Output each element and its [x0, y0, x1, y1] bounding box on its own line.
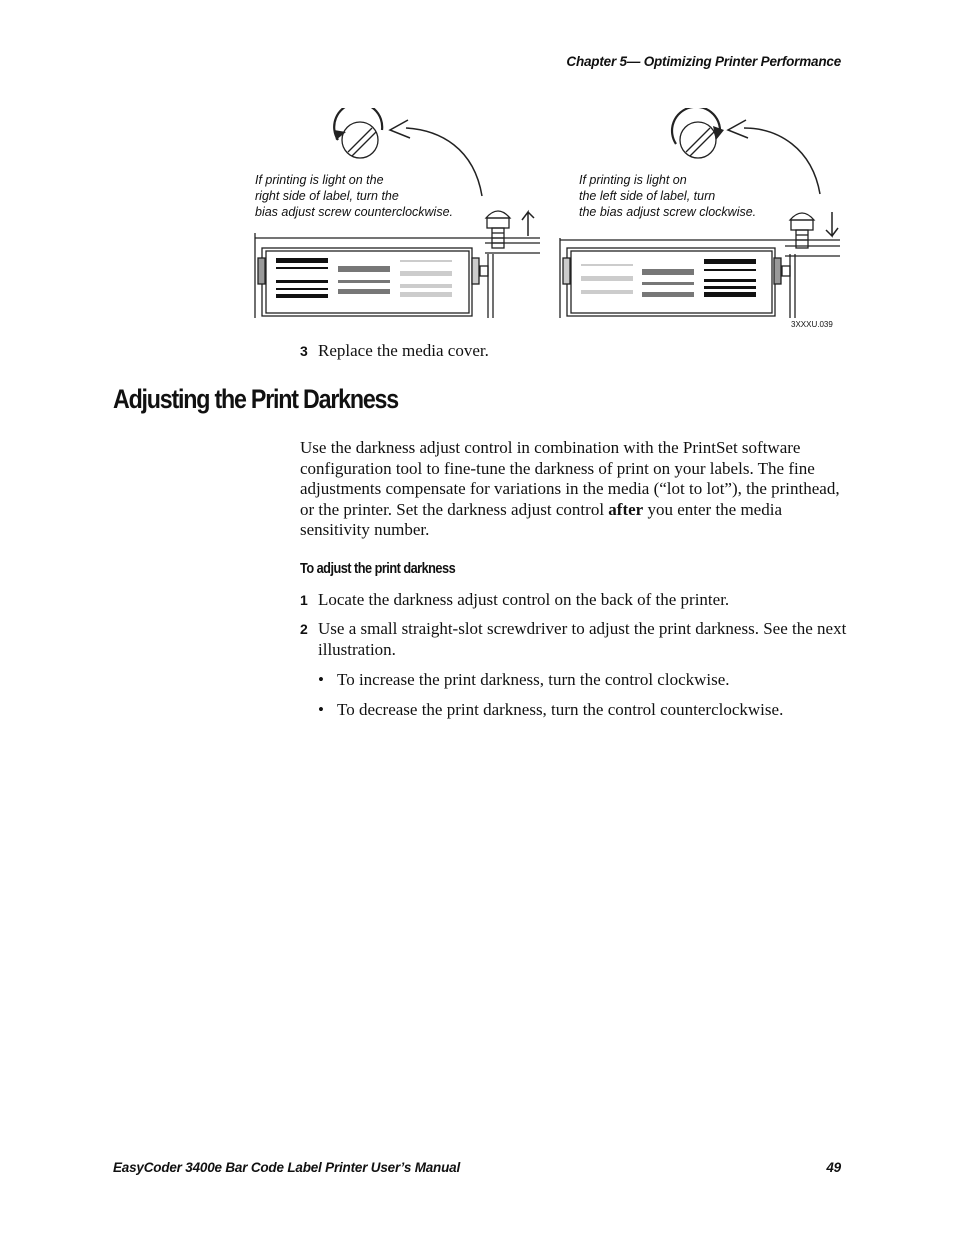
bullet-text: To increase the print darkness, turn the control clockwise.: [337, 670, 730, 689]
para-text-end: you enter the media sensitivity number.: [300, 499, 782, 539]
step-number: 1: [300, 592, 308, 608]
step-number: 3: [300, 343, 308, 359]
bullet-dot: •: [318, 670, 324, 689]
step-number: 2: [300, 621, 308, 637]
caption-right: If printing is light on the left side of label, turn the bias adjust screw clockwise.: [579, 173, 757, 219]
figure-code: 3XXXU.039: [791, 320, 833, 329]
page-header: Chapter 5— Optimizing Printer Performance: [566, 54, 841, 69]
bias-adjust-illustration: [250, 108, 850, 338]
page-number: 49: [826, 1160, 841, 1175]
footer-manual-title: EasyCoder 3400e Bar Code Label Printer User’s Manual: [113, 1160, 461, 1175]
step-text: Use a small straight-slot screwdriver to adjust the print darkness. See the next illustration.: [318, 619, 847, 659]
para-text: Use the darkness adjust control in combination with the PrintSet software configuration tool to fine-tune the darkness of print on your labels. The fine adjustments compensate for variations in the media (“lot to lot”), the printhead, or the printer. Set the darkness adjust control: [300, 438, 840, 519]
bullet-dot: •: [318, 700, 324, 719]
bullet-text: To decrease the print darkness, turn the control counterclockwise.: [337, 700, 784, 719]
section-heading: Adjusting the Print Darkness: [113, 384, 398, 414]
down-arrow-icon: [826, 212, 838, 236]
up-arrow-icon: [522, 212, 534, 236]
procedure-heading: To adjust the print darkness: [300, 561, 456, 577]
clockwise-arrow-icon: [672, 108, 720, 144]
para-bold: after: [608, 499, 644, 519]
step-text: Replace the media cover.: [318, 341, 489, 360]
bias-adjust-drawing: [250, 108, 850, 338]
caption-left: If printing is light on the right side of label, turn the bias adjust screw counterclockwise.: [255, 173, 453, 219]
intro-paragraph: [300, 438, 845, 541]
step-text: Locate the darkness adjust control on the back of the printer.: [318, 590, 730, 609]
